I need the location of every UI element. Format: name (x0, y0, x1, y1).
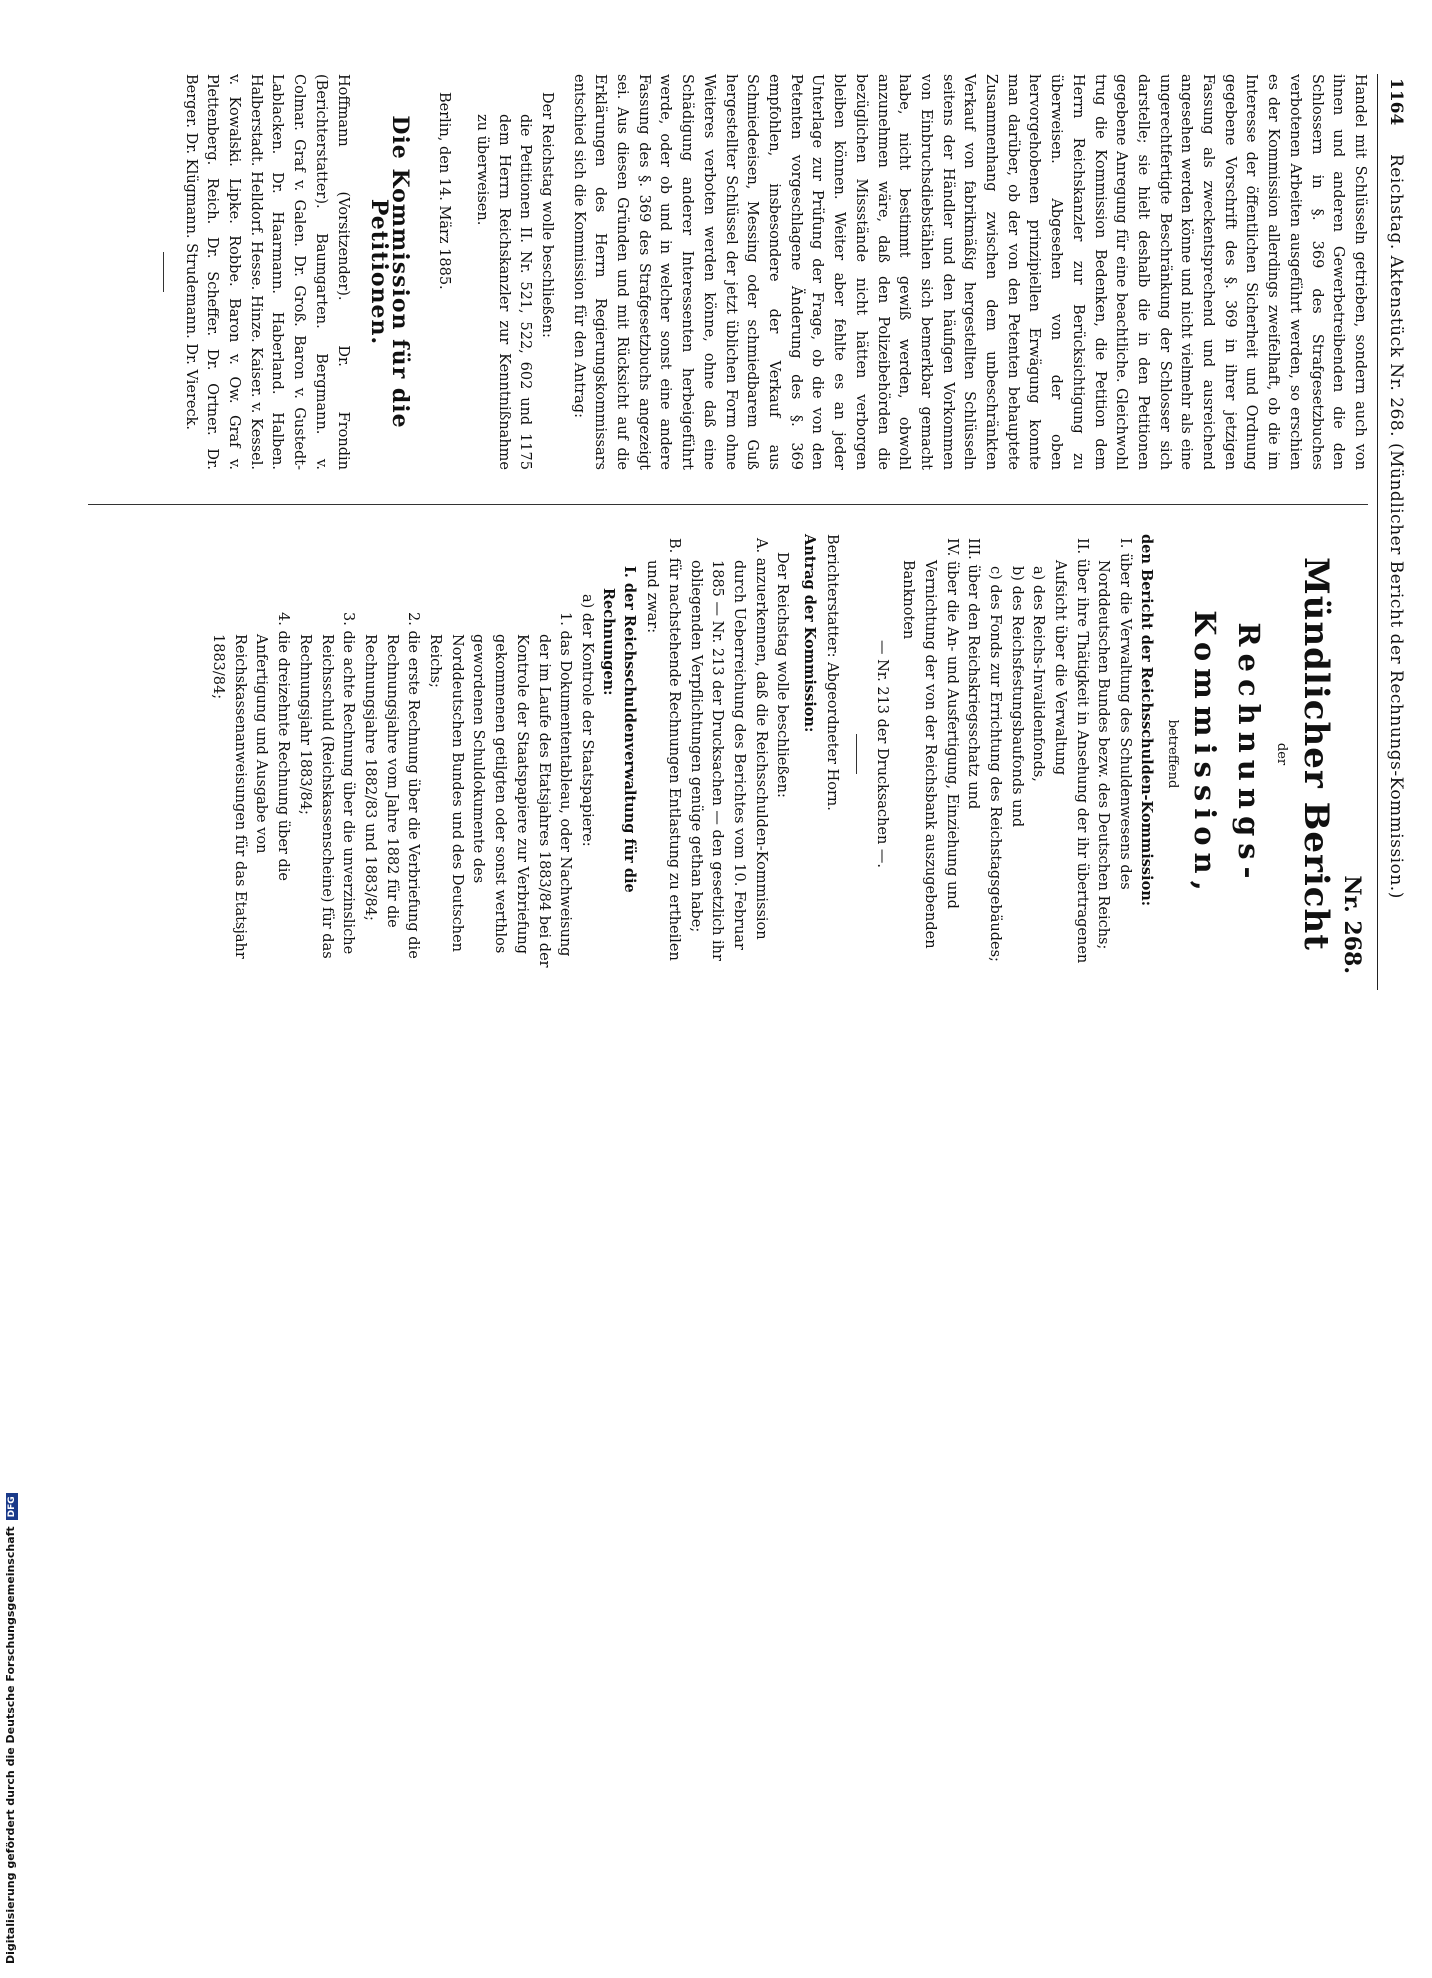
regarding-word: betreffend (1164, 719, 1180, 789)
report-item: I. über die Verwaltung des Schuldenwesens des Norddeutschen Bundes bezw. des Deutschen Reichs; (1095, 538, 1134, 950)
motion-intro: Der Reichstag wolle beschließen: (774, 552, 791, 798)
drucksachen-reference: — Nr. 213 der Drucksachen —. (874, 639, 891, 869)
title-article: der (1274, 742, 1290, 766)
motion-point: B. für nachstehende Rechnungen Entlastung zu ertheilen und zwar: (644, 538, 682, 961)
left-column (20, 74, 1370, 470)
footer-text: Digitalisierung gefördert durch die Deutsche ForschungsgemeinschaftDFG (4, 1493, 18, 1964)
report-item: II. über ihre Thätigkeit in Ansehung der ihr übertragenen Aufsicht über die Verwaltung (1052, 538, 1090, 964)
page-number: 1164 (1386, 78, 1406, 126)
subsection-heading: a) der Kontrole der Staatspapiere: (579, 594, 596, 847)
report-item: III. über den Reichskriegsschatz und (965, 538, 982, 810)
numbered-item: 3. die achte Rechnung über die unverzinsliche Reichsschuld (Reichskassenscheine) für das Rechnungsjahr 1883/84; (296, 612, 357, 959)
rapporteur: Berichterstatter: Abgeordneter Horn. (823, 534, 840, 811)
numbered-item: 1. das Dokumententableau, oder Nachweisung der im Laufe des Etatsjahres 1883/84 bei der Kontrole der Staatspapiere zur Verbriefung gekommenen getilgten oder sonst werthlos gewordenen Schuldokumente des Norddeutschen Bundes und des Deutschen Reichs; (427, 612, 574, 968)
commission-title: Die Kommission für die Petitionen. (365, 115, 414, 429)
place-date: Berlin, den 14. März 1885. (436, 92, 453, 290)
right-column (20, 534, 1370, 974)
motion-label: Antrag der Kommission: (801, 534, 819, 733)
report-subitem: c) des Fonds zur Errichtung des Reichstagsgebäudes; (986, 566, 1003, 962)
report-item: IV. über die An- und Ausfertigung, Einziehung und Vernichtung der von der Reichsbank auszugebenden Banknoten (900, 538, 960, 949)
numbered-item: 4. die dreizehnte Rechnung über die Anfertigung und Ausgabe von Reichskassenanweisungen für das Etatsjahr 1883/84; (210, 612, 292, 959)
dfg-logo: DFG (6, 1493, 18, 1520)
running-header (1377, 74, 1418, 990)
report-subitem: a) des Reichs-Invalidenfonds, (1030, 566, 1047, 782)
section-heading: I. der Reichsschuldenverwaltung für die Rechnungen: (599, 566, 639, 893)
motion-point: A. anzuerkennen, daß die Reichsschulden-Kommission durch Ueberreichung des Berichtes vom 10. Februar 1885 — Nr. 213 der Drucksachen — den gesetzlich ihr obliegenden Verpflichtungen genüge gethan habe; (687, 538, 769, 961)
section-rule (856, 734, 857, 774)
digitization-footer (0, 0, 22, 1964)
body-paragraph: Handel mit Schlüsseln getrieben, sondern auch von ihnen und anderen Gewerbetreibenden die den Schlossern in §. 369 des Strafgesetzbuches verbotenen Arbeiten ausgeführt werden, so erschien es der Kommission allerdings zweifelhaft, ob die im Interesse der öffentlichen Sicherheit und Ordnung gegebene Vorschrift des §. 369 in ihrer jetzigen Fassung als zweckentsprechend und ausreichend angesehen werden könne und nicht vielmehr als eine ungerechtfertigte Beschränkung der Schlosser sich darstelle; sie hielt deshalb die in den Petitionen gegebene Anregung für eine beachtliche. Gleichwohl trug die Kommission Bedenken, die Petition dem Herrn Reichskanzler zur Berücksichtigung zu überweisen. Abgesehen von der oben hervorgehobenen prinzipiellen Erwägung konnte man darüber, ob der von den Petenten behauptete Zusammenhang zwischen dem unbeschränkten Verkauf von fabrikmäßig hergestellten Schlüsseln seitens der Händler und den häufigen Vorkommen von Einbruchsdiebstählen sich bemerkbar gemacht habe, nicht bestimmt gewiß werden, obwohl anzunehmen wäre, daß den Polizeibehörden die bezüglichen Missstände nicht hätten verborgen bleiben können. Weiter aber fehlte es an jeder Unterlage zur Prüfung der Frage, ob die von den Petenten vorgeschlagene Änderung des §. 369 empfohlen, insbesondere der Verkauf aus Schmiedeeisen, Messing oder schmiedbarem Guß hergestellter Schlüssel der jetzt üblichen Form ohne Weiteres verboten werden könne, ohne daß eine Schädigung anderer Interessenten herbeigeführt werde, oder ob und in welcher sonst eine andere Fassung des §. 369 des Strafgesetzbuchs angezeigt sei. Aus diesen Gründen und mit Rücksicht auf die Erklärungen des Herrn Regierungskommissars entschied sich die Kommission für den Antrag: (570, 74, 1368, 470)
motion-intro: Der Reichstag wolle beschließen: (538, 92, 555, 338)
motion-text: die Petitionen II. Nr. 521, 522, 602 und 1175 dem Herrn Reichskanzler zur Kenntnißnahme zu überweisen. (473, 114, 534, 470)
report-on: den Bericht der Reichsschulden-Kommission: (1137, 534, 1155, 907)
rotated-print-area (20, 64, 1418, 1000)
report-subitem: b) des Reichsfestungsbaufonds und (1008, 566, 1025, 828)
report-title: Mündlicher Bericht (1296, 557, 1337, 951)
column-divider (88, 504, 1368, 505)
document-number: Nr. 268. (1339, 875, 1365, 974)
member-list: Hoffmann (Vorsitzender). Dr. Frondin (Berichterstatter). Baumgarten. Bergmann. v. Colmar. Graf v. Galen. Dr. Groß. Baron v. Gustedt-Lablacken. Dr. Haarmann. Haberland. Halben. Halberstadt. Helldorf. Hesse. Hinze. Kaiser. v. Kessel. v. Kowalski. Lipke. Robbe. Baron v. Ow. Graf v. Plettenberg. Reich. Dr. Scheffer. Dr. Ortner. Dr. Berger. Dr. Klügmann. Strudemann. Dr. Viereck. (182, 74, 351, 470)
commission-name: Rechnungs-Kommission, (1187, 610, 1266, 898)
numbered-item: 2. die erste Rechnung über die Verbriefung die Rechnungsjahre vom Jahre 1882 für die Rechnungsjahre 1882/83 und 1883/84; (361, 612, 422, 959)
running-head-text: Reichstag. Aktenstück Nr. 268. (Mündlicher Bericht der Rechnungs-Kommission.) (1386, 154, 1406, 899)
end-rule (163, 252, 164, 292)
